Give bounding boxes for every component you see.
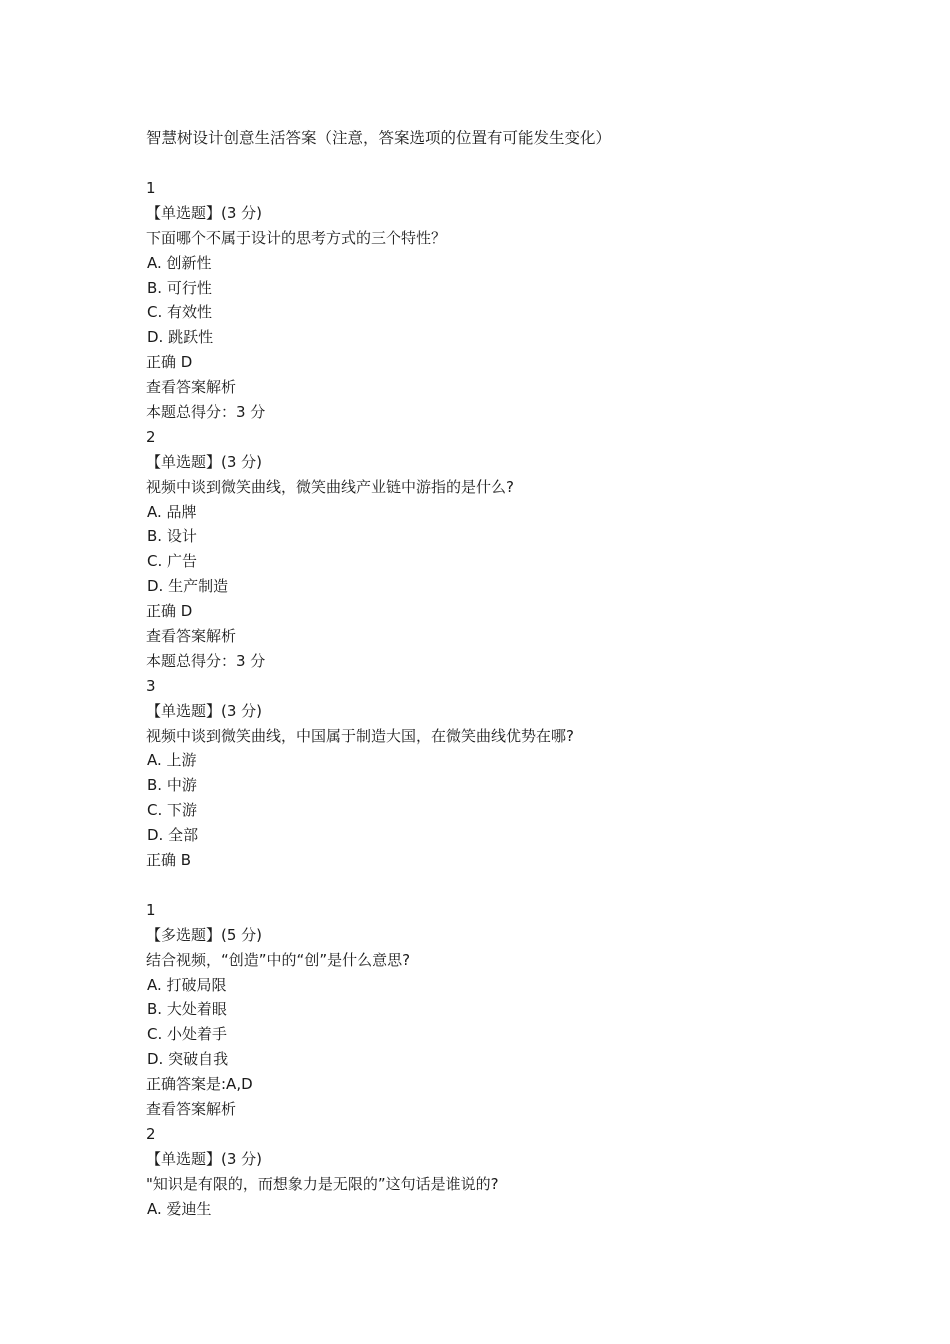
question-type: 【单选题】(3 分): [146, 452, 263, 471]
question-text: "知识是有限的，而想象力是无限的”这句话是谁说的?: [146, 1174, 499, 1193]
view-analysis-link: 查看答案解析: [146, 627, 237, 646]
option-c: C. 小处着手: [147, 1025, 228, 1044]
option-a: A. 打破局限: [147, 975, 227, 994]
question-block: [146, 674, 906, 873]
section-spacer: [146, 873, 906, 898]
correct-answer: 正确答案是:A,D: [146, 1075, 253, 1094]
option-d: D. 生产制造: [147, 577, 229, 596]
option-a: A. 上游: [147, 751, 197, 770]
option-b: B. 大处着眼: [147, 1000, 227, 1019]
question-type: 【单选题】(3 分): [146, 203, 263, 222]
question-block: [146, 1122, 906, 1222]
question-score: 本题总得分：3 分: [146, 651, 266, 670]
question-number: 2: [146, 427, 156, 446]
correct-answer: 正确 D: [146, 602, 193, 621]
correct-answer: 正确 B: [146, 851, 192, 870]
option-d: D. 跳跃性: [147, 328, 214, 347]
question-type: 【多选题】(5 分): [146, 925, 263, 944]
question-number: 1: [146, 900, 156, 919]
option-c: C. 有效性: [147, 303, 213, 322]
option-b: B. 设计: [147, 527, 197, 546]
option-c: C. 下游: [147, 801, 198, 820]
question-block: [146, 176, 906, 425]
question-number: 2: [146, 1124, 156, 1143]
option-c: C. 广告: [147, 552, 198, 571]
option-a: A. 品牌: [147, 502, 197, 521]
option-a: A. 创新性: [147, 253, 212, 272]
question-number: 3: [146, 676, 156, 695]
option-a: A. 爱迪生: [147, 1199, 212, 1218]
question-score: 本题总得分：3 分: [146, 403, 266, 422]
document-content: [146, 176, 906, 1221]
question-number: 1: [146, 179, 156, 197]
document-title: 智慧树设计创意生活答案（注意，答案选项的位置有可能发生变化）: [146, 129, 612, 147]
question-text: 视频中谈到微笑曲线，中国属于制造大国，在微笑曲线优势在哪?: [146, 726, 574, 745]
option-d: D. 突破自我: [147, 1050, 229, 1069]
correct-answer: 正确 D: [146, 353, 193, 372]
question-text: 视频中谈到微笑曲线，微笑曲线产业链中游指的是什么?: [146, 477, 514, 496]
view-analysis-link: 查看答案解析: [146, 1099, 237, 1118]
option-b: B. 中游: [147, 776, 197, 795]
question-block: [146, 425, 906, 674]
question-block: [146, 898, 906, 1122]
question-text: 结合视频，“创造”中的“创”是什么意思?: [146, 950, 411, 969]
view-analysis-link: 查看答案解析: [146, 378, 237, 397]
option-d: D. 全部: [147, 826, 199, 845]
question-type: 【单选题】(3 分): [146, 1149, 263, 1168]
question-text: 下面哪个不属于设计的思考方式的三个特性？: [146, 228, 447, 247]
question-type: 【单选题】(3 分): [146, 701, 263, 720]
option-b: B. 可行性: [147, 278, 212, 297]
